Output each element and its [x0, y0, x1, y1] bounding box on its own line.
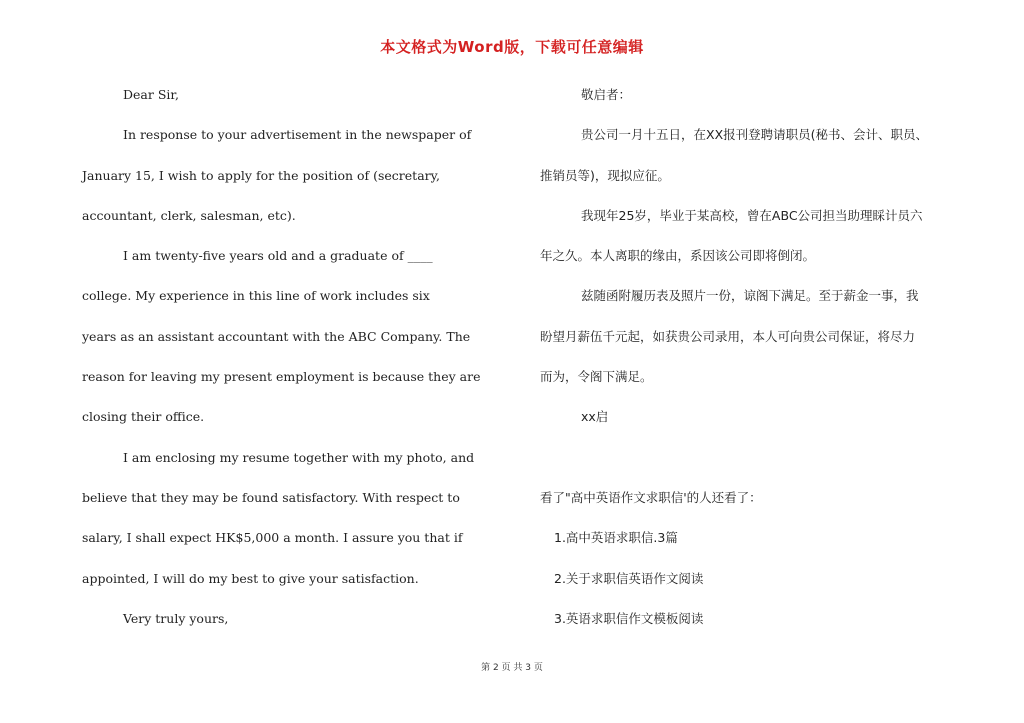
letter-line: college. My experience in this line of work includes six: [82, 288, 430, 304]
letter-line: 盼望月薪伍千元起，如获贵公司录用，本人可向贵公司保证，将尽力: [540, 328, 916, 344]
letter-line: I am enclosing my resume together with my photo, and: [123, 449, 475, 465]
letter-line: years as an assistant accountant with the ABC Company. The: [82, 328, 471, 344]
page-number-footer: 第 2 页 共 3 页: [481, 663, 543, 673]
chinese-letter-column: [540, 82, 980, 646]
related-link-3[interactable]: 3.英语求职信作文模板阅读: [554, 610, 704, 626]
letter-line: 年之久。本人离职的缘由，系因该公司即将倒闭。: [540, 248, 816, 264]
letter-line: accountant, clerk, salesman, etc).: [82, 207, 296, 223]
letter-line: reason for leaving my present employment is because they are: [82, 369, 481, 385]
letter-salutation: Dear Sir,: [123, 87, 179, 102]
related-link-1[interactable]: 1.高中英语求职信.3篇: [554, 530, 678, 546]
letter-line: 推销员等)，现拟应征。: [540, 167, 670, 183]
related-reading-heading: 看了"高中英语作文求职信'的人还看了：: [540, 489, 762, 505]
english-letter-column: [82, 82, 512, 646]
letter-signature: xx启: [581, 409, 609, 425]
word-format-banner: 本文格式为Word版，下载可任意编辑: [380, 38, 644, 56]
letter-line: In response to your advertisement in the newspaper of: [123, 127, 472, 143]
blank-line: [540, 445, 980, 485]
letter-line: believe that they may be found satisfactory. With respect to: [82, 489, 460, 505]
letter-line: 贵公司一月十五日，在XX报刊登聘请职员(秘书、会计、职员、: [581, 127, 929, 143]
letter-line: closing their office.: [82, 409, 205, 425]
letter-line: 我现年25岁，毕业于某高校，曾在ABC公司担当助理睬计员六: [581, 207, 923, 223]
related-link-2[interactable]: 2.关于求职信英语作文阅读: [554, 570, 704, 586]
letter-line: January 15, I wish to apply for the position of (secretary,: [82, 167, 441, 183]
letter-line: 而为，令阁下满足。: [540, 369, 653, 385]
letter-line: 兹随函附履历表及照片一份，谅阁下满足。至于薪金一事，我: [581, 288, 919, 304]
letter-closing: Very truly yours,: [123, 610, 229, 626]
letter-line: appointed, I will do my best to give your satisfaction.: [82, 570, 419, 586]
letter-line: salary, I shall expect HK$5,000 a month. I assure you that if: [82, 530, 463, 546]
letter-salutation: 敬启者：: [581, 87, 632, 102]
letter-line: I am twenty-five years old and a graduate of ____: [123, 248, 433, 264]
